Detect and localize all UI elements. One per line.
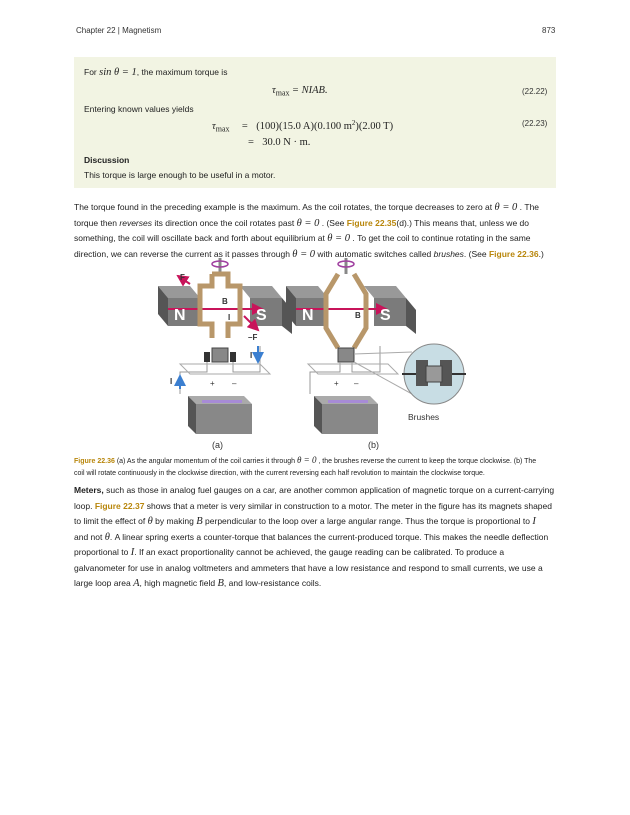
max-subscript-2: max	[215, 124, 230, 134]
caption-text-2: , the brushes reverse the current to keep the torque clockwise. (b) The	[318, 458, 537, 465]
figure-22-36-link[interactable]: Figure 22.36	[488, 248, 539, 259]
p2-l3c: perpendicular to the loop over a large angular range. Thus the torque is proportional to	[205, 516, 530, 526]
paragraph-torque	[74, 200, 558, 262]
label-S-b: S	[380, 307, 391, 324]
p2-l4b: . A linear spring exerts a counter-torque that balances the current-produced torque. This makes the needle deflection	[109, 531, 549, 542]
label-N-b: N	[302, 307, 314, 324]
p1-l3a: something, the coil will oscillate back and forth about equilibrium at	[74, 233, 325, 243]
p1-theta-1: θ = 0	[494, 202, 518, 213]
p2-A: A	[133, 578, 140, 589]
equation-22-23-line2	[248, 137, 310, 148]
p2-B: B	[196, 516, 203, 527]
p1-l1a: The torque found in the preceding example is the maximum. As the coil rotates, the torque decreases to zero at	[74, 202, 493, 212]
paragraph-meters	[74, 483, 558, 592]
for-text: For	[84, 67, 97, 77]
tau-symbol: τ	[272, 85, 276, 96]
figure-22-37-link[interactable]: Figure 22.37	[94, 500, 145, 511]
figure-22-35-link[interactable]: Figure 22.35	[346, 217, 397, 228]
label-minus-b: –	[354, 379, 359, 388]
equation-22-22	[272, 85, 328, 98]
p1-l1b: . The	[519, 202, 540, 212]
p2-l7a: large loop area	[74, 578, 131, 588]
label-B-a: B	[222, 297, 228, 306]
label-I-4: I	[170, 377, 173, 386]
p2-I-2: I	[130, 547, 135, 558]
p2-l5b: . If an exact proportionality cannot be achieved, the gauge reading can be calibrated. To produce a	[134, 547, 505, 557]
p1-brushes: brushes	[433, 248, 464, 259]
commutator-b	[338, 348, 354, 362]
chapter-header: Chapter 22 | Magnetism	[76, 26, 162, 35]
p2-l4a: and not	[74, 531, 103, 542]
battery-b	[314, 396, 378, 434]
battery-a	[188, 396, 252, 434]
caption-text-1: (a) As the angular momentum of the coil carries it through	[116, 458, 296, 465]
p2-l6: galvanometer for use in analog voltmeters and ammeters that have a low resistance and respond to small currents, we use a	[74, 562, 543, 573]
discussion-text: This torque is large enough to be useful in a motor.	[84, 170, 276, 180]
page-number: 873	[542, 26, 556, 35]
label-panel-a: (a)	[212, 440, 223, 450]
label-brushes: Brushes	[408, 412, 440, 422]
label-plus-b: +	[334, 379, 339, 388]
squared-exponent: 2	[351, 119, 356, 127]
figure-22-36	[150, 254, 480, 457]
substituted-values: (100)(15.0 A)(0.100 m	[256, 120, 352, 132]
substituted-values-end: )(2.00 T)	[355, 120, 394, 132]
result-value: 30.0 N · m.	[262, 137, 311, 148]
p1-l3b: . To get the coil to continue rotating in the same	[352, 233, 531, 243]
p1-l2c: . (See	[321, 217, 345, 228]
p2-l3b: by making	[155, 516, 194, 526]
example-box	[74, 57, 556, 188]
p1-theta-4: θ = 0	[292, 248, 316, 260]
p2-l7c: , and low-resistance coils.	[223, 578, 322, 588]
sin-condition: sin θ = 1	[99, 67, 137, 78]
p1-l4c: . (See	[463, 248, 487, 259]
p1-l2d: (d).) This means that, unless we do	[396, 217, 529, 228]
motor-brushes-diagram	[150, 254, 480, 452]
equation-number-22-22: (22.22)	[522, 87, 548, 96]
p2-I: I	[532, 516, 536, 527]
coil-a	[200, 274, 240, 338]
figure-caption	[74, 454, 558, 480]
tau-symbol-2: τ	[212, 120, 216, 132]
equals-sign-2: =	[248, 137, 254, 148]
equation-rhs: = NIAB.	[291, 85, 328, 96]
p1-l4d: .)	[538, 248, 544, 259]
label-S-a: S	[256, 307, 267, 324]
entering-text: Entering known values yields	[84, 104, 194, 114]
caption-label: Figure 22.36	[74, 458, 115, 465]
discussion-title: Discussion	[84, 155, 130, 165]
label-B-b: B	[355, 311, 361, 320]
label-I-3: I	[250, 351, 253, 360]
max-subscript: max	[275, 88, 290, 98]
p2-l2a: loop.	[74, 500, 93, 511]
p2-B-2: B	[217, 578, 224, 589]
equation-22-23-line1	[212, 119, 393, 134]
label-minus-a: –	[232, 379, 237, 388]
caption-line-2: coil will rotate continuously in the clockwise direction, with the current reversing each half revolution to maintain the clockwise torque.	[74, 470, 485, 477]
label-negF: –F	[248, 333, 258, 342]
equation-number-22-23: (22.23)	[522, 119, 548, 128]
p2-theta: θ	[147, 516, 153, 527]
label-F: F	[180, 273, 185, 282]
commutator-a	[204, 348, 236, 362]
p2-l1: such as those in analog fuel gauges on a car, are another common application of magnetic torque on a current-carrying	[106, 485, 555, 495]
label-plus-a: +	[210, 379, 215, 388]
p1-l2b: its direction once the coil rotates past	[154, 217, 295, 228]
p1-l2a: torque then	[74, 217, 118, 228]
label-panel-b: (b)	[368, 440, 379, 450]
p1-l4b: with automatic switches called	[317, 248, 432, 259]
meters-bold: Meters,	[74, 485, 104, 495]
panel-a	[158, 258, 292, 434]
panel-b	[286, 258, 466, 434]
p2-theta-2: θ	[104, 531, 110, 543]
p1-theta-3: θ = 0	[327, 233, 351, 244]
caption-theta: θ = 0	[296, 455, 317, 465]
for-line	[84, 67, 227, 78]
p1-l4a: direction, we can reverse the current as it passes through	[74, 248, 290, 259]
label-N-a: N	[174, 307, 186, 324]
p2-l5a: proportional to	[74, 547, 129, 557]
p2-l7b: , high magnetic field	[139, 578, 216, 588]
for-line-rest: , the maximum torque is	[136, 67, 228, 77]
p1-reverses: reverses	[119, 217, 152, 228]
equals-sign: =	[241, 120, 248, 132]
p2-l3a: to limit the effect of	[74, 516, 146, 526]
label-I-2: I	[228, 313, 231, 322]
p1-theta-2: θ = 0	[296, 217, 320, 229]
label-I-1: I	[207, 293, 210, 302]
p2-l2b: shows that a meter is very similar in construction to a motor. The meter in the figure has its magnets shaped	[146, 500, 552, 511]
